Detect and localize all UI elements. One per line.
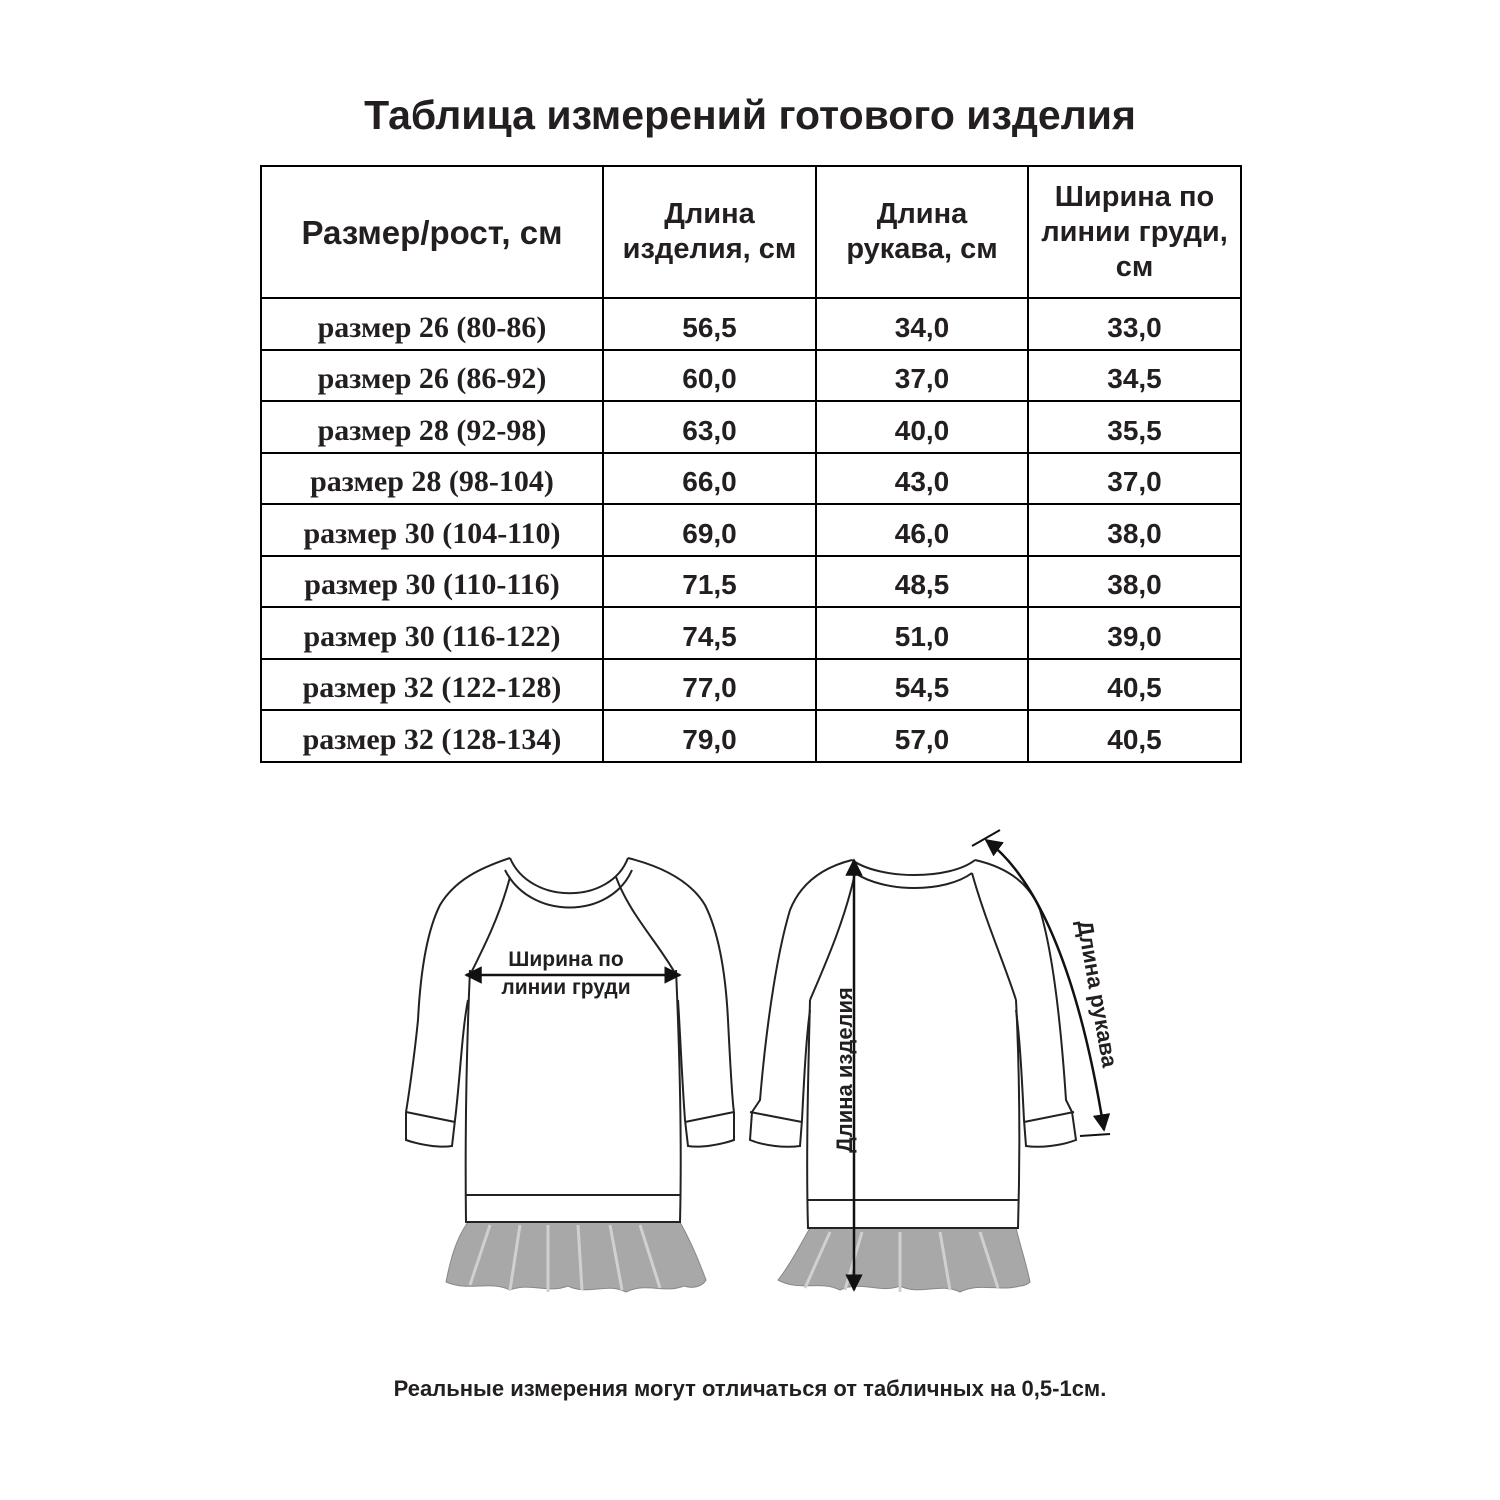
header-sleeve-length: Длина рукава, см bbox=[816, 166, 1028, 298]
table-row bbox=[261, 504, 1241, 556]
sleeve-cell: 54,5 bbox=[816, 659, 1028, 711]
length-cell: 63,0 bbox=[603, 401, 816, 453]
size-cell: размер 28 (92-98) bbox=[261, 401, 603, 453]
length-cell: 71,5 bbox=[603, 556, 816, 608]
back-tulle bbox=[778, 1228, 1030, 1292]
size-table bbox=[260, 165, 1242, 763]
measurement-note: Реальные измерения могут отличаться от табличных на 0,5-1см. bbox=[393, 1376, 1107, 1401]
sleeve-length-label: Длина рукава bbox=[1072, 918, 1123, 1070]
length-cell: 60,0 bbox=[603, 350, 816, 402]
sleeve-cell: 46,0 bbox=[816, 504, 1028, 556]
table-row bbox=[261, 453, 1241, 505]
chest-cell: 35,5 bbox=[1028, 401, 1241, 453]
length-cell: 79,0 bbox=[603, 710, 816, 762]
front-view bbox=[406, 858, 734, 1292]
table-row bbox=[261, 298, 1241, 350]
sleeve-cell: 37,0 bbox=[816, 350, 1028, 402]
table-row bbox=[261, 607, 1241, 659]
sleeve-cell: 43,0 bbox=[816, 453, 1028, 505]
size-cell: размер 30 (104-110) bbox=[261, 504, 603, 556]
chest-cell: 40,5 bbox=[1028, 710, 1241, 762]
length-cell: 66,0 bbox=[603, 453, 816, 505]
header-size: Размер/рост, см bbox=[261, 166, 603, 298]
length-cell: 77,0 bbox=[603, 659, 816, 711]
item-length-label: Длина изделия bbox=[832, 987, 857, 1153]
table-row bbox=[261, 659, 1241, 711]
chest-cell: 37,0 bbox=[1028, 453, 1241, 505]
sleeve-cell: 34,0 bbox=[816, 298, 1028, 350]
size-cell: размер 26 (80-86) bbox=[261, 298, 603, 350]
size-cell: размер 32 (128-134) bbox=[261, 710, 603, 762]
header-item-length: Длина изделия, см bbox=[603, 166, 816, 298]
length-cell: 56,5 bbox=[603, 298, 816, 350]
size-cell: размер 30 (116-122) bbox=[261, 607, 603, 659]
page-title: Таблица измерений готового изделия bbox=[364, 92, 1136, 138]
front-tulle bbox=[446, 1222, 706, 1292]
chest-cell: 39,0 bbox=[1028, 607, 1241, 659]
back-view bbox=[750, 830, 1123, 1292]
table-row bbox=[261, 556, 1241, 608]
length-cell: 69,0 bbox=[603, 504, 816, 556]
sleeve-cell: 51,0 bbox=[816, 607, 1028, 659]
garment-illustration bbox=[380, 820, 1160, 1300]
table-row bbox=[261, 401, 1241, 453]
chest-cell: 38,0 bbox=[1028, 504, 1241, 556]
size-cell: размер 30 (110-116) bbox=[261, 556, 603, 608]
table-header-row bbox=[261, 166, 1241, 298]
sleeve-cell: 48,5 bbox=[816, 556, 1028, 608]
chest-cell: 33,0 bbox=[1028, 298, 1241, 350]
sleeve-cell: 40,0 bbox=[816, 401, 1028, 453]
chest-cell: 38,0 bbox=[1028, 556, 1241, 608]
chest-cell: 40,5 bbox=[1028, 659, 1241, 711]
table-row bbox=[261, 710, 1241, 762]
table-row bbox=[261, 350, 1241, 402]
sleeve-cell: 57,0 bbox=[816, 710, 1028, 762]
chest-cell: 34,5 bbox=[1028, 350, 1241, 402]
size-cell: размер 32 (122-128) bbox=[261, 659, 603, 711]
chest-width-label-1: Ширина по bbox=[508, 948, 624, 971]
front-body bbox=[466, 970, 681, 1222]
chest-width-label-2: линии груди bbox=[501, 976, 631, 999]
length-cell: 74,5 bbox=[603, 607, 816, 659]
size-cell: размер 28 (98-104) bbox=[261, 453, 603, 505]
header-chest-width: Ширина по линии груди, см bbox=[1028, 166, 1241, 298]
size-cell: размер 26 (86-92) bbox=[261, 350, 603, 402]
